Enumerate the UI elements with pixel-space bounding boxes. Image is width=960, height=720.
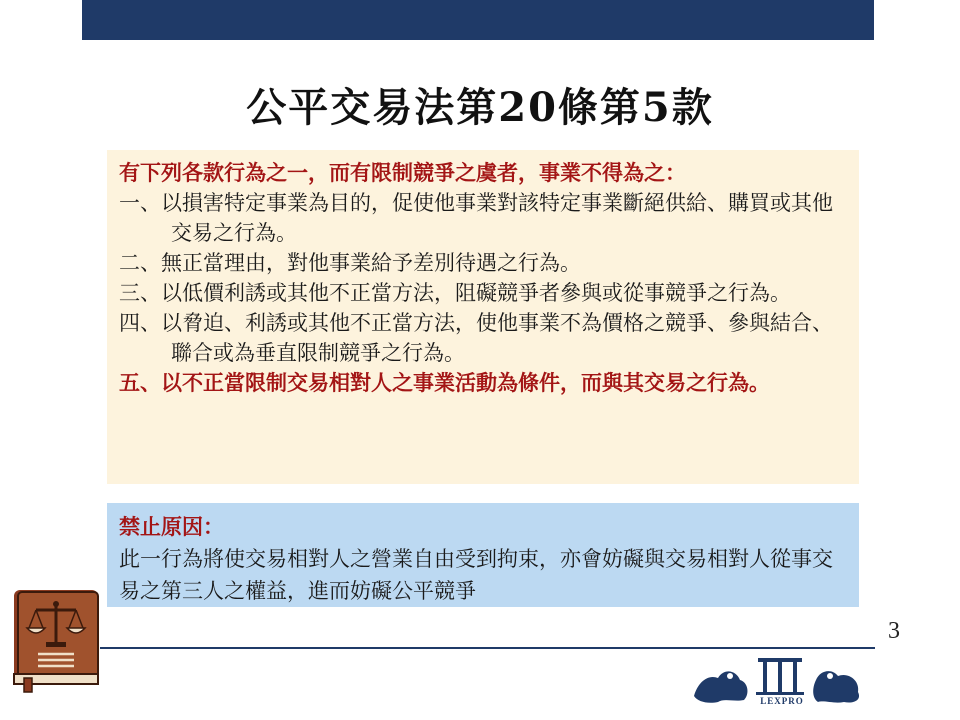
rules-box: [107, 150, 859, 484]
header-bar: [82, 0, 874, 40]
slide-title: 公平交易法第20條第5款: [246, 84, 714, 131]
reason-box: [107, 503, 859, 607]
rule-item-2: 二、無正當理由，對他事業給予差別待遇之行為。: [119, 251, 581, 275]
reason-heading: 禁止原因：: [119, 514, 224, 539]
law-book-scales-icon: [10, 586, 102, 694]
footer-divider: [100, 647, 875, 649]
rules-heading: 有下列各款行為之一，而有限制競爭之虞者，事業不得為之：: [119, 160, 686, 185]
rule-item-3: 三、以低價利誘或其他不正當方法，阻礙競爭者參與或從事競爭之行為。: [119, 281, 791, 305]
logo-wordmark: LEXPRO: [760, 696, 804, 706]
reason-body: 此一行為將使交易相對人之營業自由受到拘束，亦會妨礙與交易相對人從事交易之第三人之權益，進而妨礙公平競爭: [119, 547, 833, 603]
page-number: 3: [888, 618, 900, 644]
rule-item-5: 五、以不正當限制交易相對人之事業活動為條件，而與其交易之行為。: [119, 370, 770, 395]
rule-item-1: 一、以損害特定事業為目的，促使他事業對該特定事業斷絕供給、購買或其他交易之行為。: [119, 191, 833, 245]
rule-item-4: 四、以脅迫、利誘或其他不正當方法，使他事業不為價格之競爭、參與結合、聯合或為垂直限制競爭之行為。: [119, 311, 833, 365]
